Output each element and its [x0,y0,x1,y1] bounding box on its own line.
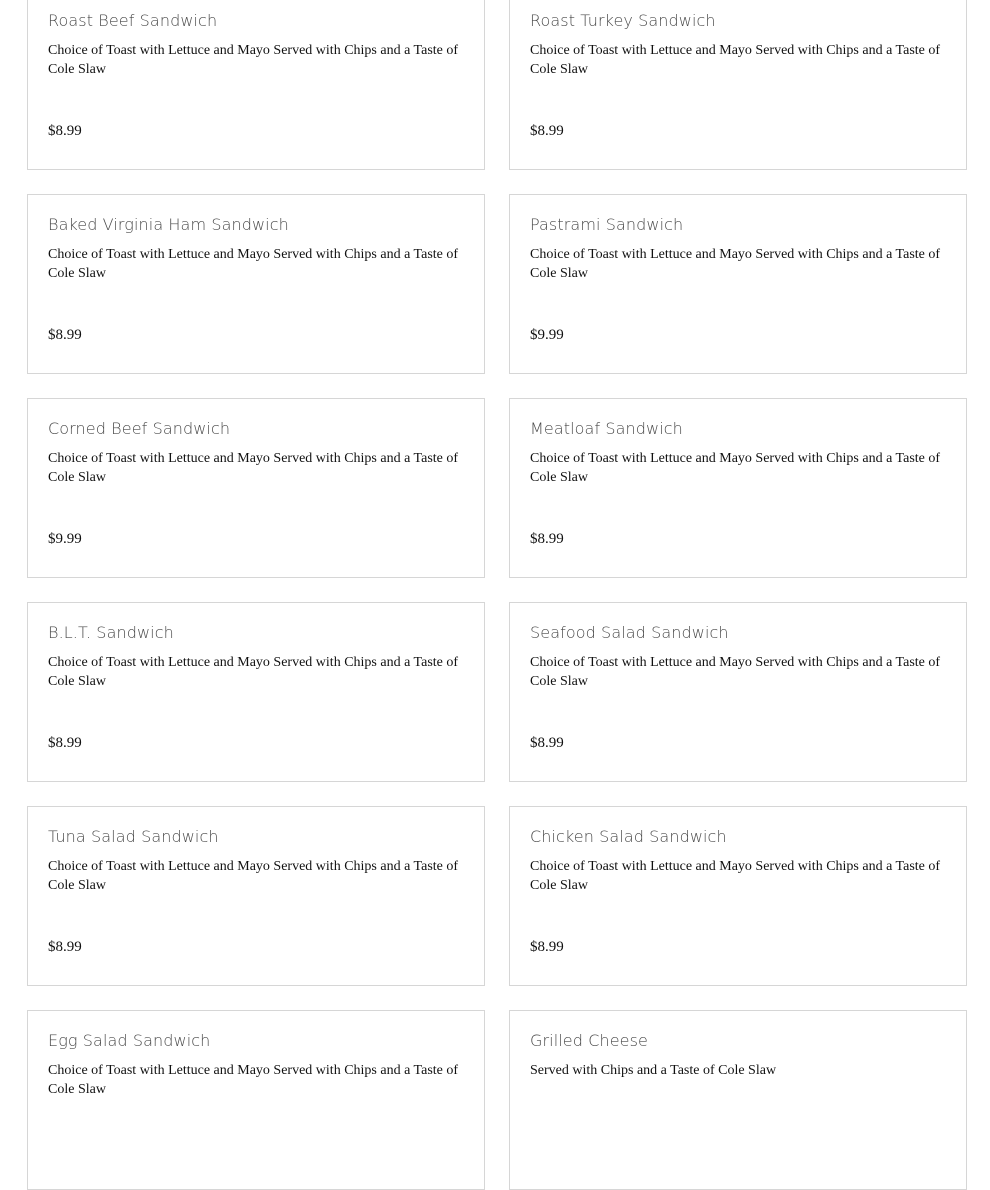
menu-item-price: $8.99 [48,327,82,343]
menu-item-description: Choice of Toast with Lettuce and Mayo Served with Chips and a Taste of Cole Slaw [530,655,941,689]
menu-item-card [509,194,967,374]
menu-item-name: Roast Beef Sandwich [48,11,218,30]
menu-item-price: $8.99 [530,735,564,751]
menu-item-description: Choice of Toast with Lettuce and Mayo Served with Chips and a Taste of Cole Slaw [48,859,459,893]
menu-item-card [27,0,485,170]
menu-item-price: $8.99 [530,531,564,547]
menu-item-price: $9.99 [530,327,564,343]
menu-grid [27,0,967,1190]
menu-item-description: Served with Chips and a Taste of Cole Slaw [530,1063,777,1078]
menu-item-card [27,398,485,578]
menu-item-name: Corned Beef Sandwich [48,419,231,438]
menu-item-price: $8.99 [530,939,564,955]
menu-item-description: Choice of Toast with Lettuce and Mayo Served with Chips and a Taste of Cole Slaw [530,247,941,281]
menu-item-description: Choice of Toast with Lettuce and Mayo Served with Chips and a Taste of Cole Slaw [530,451,941,485]
menu-item-card [27,806,485,986]
menu-item-description: Choice of Toast with Lettuce and Mayo Served with Chips and a Taste of Cole Slaw [48,1063,459,1097]
menu-item-card [27,194,485,374]
menu-item-price: $8.99 [48,123,82,139]
menu-item-name: Egg Salad Sandwich [48,1031,211,1050]
menu-item-card [509,806,967,986]
menu-item-name: Pastrami Sandwich [530,215,684,234]
menu-item-price: $8.99 [530,123,564,139]
menu-item-description: Choice of Toast with Lettuce and Mayo Served with Chips and a Taste of Cole Slaw [48,43,459,77]
menu-item-card [509,602,967,782]
menu-item-price: $9.99 [48,531,82,547]
menu-item-price: $8.99 [48,735,82,751]
menu-item-description: Choice of Toast with Lettuce and Mayo Served with Chips and a Taste of Cole Slaw [530,43,941,77]
menu-item-card [27,602,485,782]
menu-item-name: Meatloaf Sandwich [530,419,683,438]
menu-item-description: Choice of Toast with Lettuce and Mayo Served with Chips and a Taste of Cole Slaw [48,247,459,281]
menu-item-name: B.L.T. Sandwich [48,623,174,642]
menu-item-name: Tuna Salad Sandwich [48,827,219,846]
menu-item-description: Choice of Toast with Lettuce and Mayo Served with Chips and a Taste of Cole Slaw [48,655,459,689]
menu-item-card [27,1010,485,1190]
menu-item-price: $8.99 [48,939,82,955]
menu-item-card [509,1010,967,1190]
menu-item-name: Baked Virginia Ham Sandwich [48,215,289,234]
menu-item-card [509,398,967,578]
menu-item-name: Grilled Cheese [530,1031,648,1050]
menu-item-description: Choice of Toast with Lettuce and Mayo Served with Chips and a Taste of Cole Slaw [530,859,941,893]
menu-item-name: Seafood Salad Sandwich [530,623,729,642]
menu-item-name: Chicken Salad Sandwich [530,827,727,846]
menu-item-card [509,0,967,170]
menu-item-name: Roast Turkey Sandwich [530,11,716,30]
menu-item-description: Choice of Toast with Lettuce and Mayo Served with Chips and a Taste of Cole Slaw [48,451,459,485]
